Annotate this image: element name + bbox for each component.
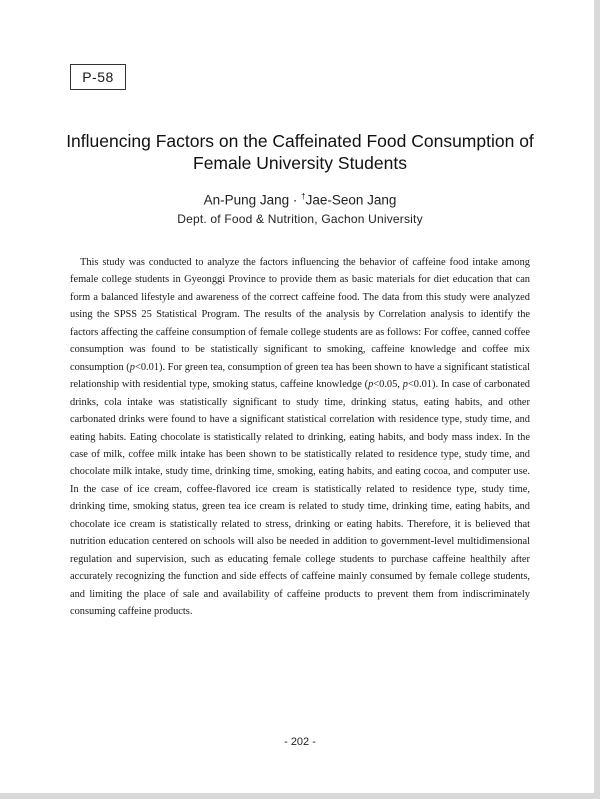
abstract-segment-2: <0.01). For green tea, consumption of green tea has been shown to have a significant statistical relationship with residential type, smoking status, caffeine knowledge ( xyxy=(70,361,530,391)
page-frame-bottom xyxy=(0,793,600,799)
affiliation: Dept. of Food & Nutrition, Gachon University xyxy=(177,212,423,226)
corresponding-author-mark: † xyxy=(301,192,306,201)
page-number: - 202 - xyxy=(284,736,316,748)
title-line-2: Female University Students xyxy=(193,153,407,173)
author-separator: · xyxy=(289,192,302,208)
page-frame-right xyxy=(594,0,600,799)
abstract-segment-1: This study was conducted to analyze the factors influencing the behavior of caffeine food intake among female college students in Gyeonggi Province to provide them as basic materials for diet education that can form a balanced lifestyle and awareness of the correct caffeine food. The data from this study were analyzed using the SPSS 25 Statistical Program. The results of the analysis by Correlation analysis to identify the factors affecting the caffeine consumption of female college students are as follows: For coffee, canned coffee consumption was found to be statistically significant to smoking, caffeine knowledge and coffee mix consumption ( xyxy=(70,257,530,373)
p-value-symbol-2: p xyxy=(368,379,374,391)
p-value-symbol-1: p xyxy=(129,361,135,373)
poster-id-box: P-58 xyxy=(70,64,126,90)
abstract-body xyxy=(70,254,530,621)
paper-title xyxy=(60,130,540,174)
abstract-segment-4: <0.01). In case of carbonated drinks, cola intake was statistically significant to study time, drinking status, eating habits, and other carbonated drinks were found to have a significant statistical correlation with residence type, study time, and eating habits. Eating chocolate is statistically related to drinking, eating habits, and body mass index. In the case of milk, coffee milk intake has been shown to be statistically related to residence type, study time, and chocolate milk intake, study time, drinking time, smoking, eating habits, and eating cocoa, and computer use. In the case of ice cream, coffee-flavored ice cream is statistically related to residence type, study time, drinking time, smoking status, green tea ice cream is related to study time, drinking time, eating habits, and chocolate ice cream is statistically related to stress, drinking or eating habits. Therefore, it is believed that nutrition education centered on schools will also be needed in addition to government-level multidimensional regulation and supervision, such as educating female college students to purchase caffeine healthily after accurately recognizing the function and side effects of caffeine mainly consumed by female college students, and limiting the place of sale and availability of caffeine products to prevent them from indiscriminately consuming caffeine products. xyxy=(70,379,531,618)
p-value-symbol-3: p xyxy=(402,379,408,391)
title-line-1: Influencing Factors on the Caffeinated Food Consumption of xyxy=(66,131,534,151)
author-1: An-Pung Jang xyxy=(203,192,290,208)
abstract-segment-3: <0.05, xyxy=(373,379,403,391)
author-list xyxy=(0,192,600,208)
author-2: Jae-Seon Jang xyxy=(305,192,397,208)
